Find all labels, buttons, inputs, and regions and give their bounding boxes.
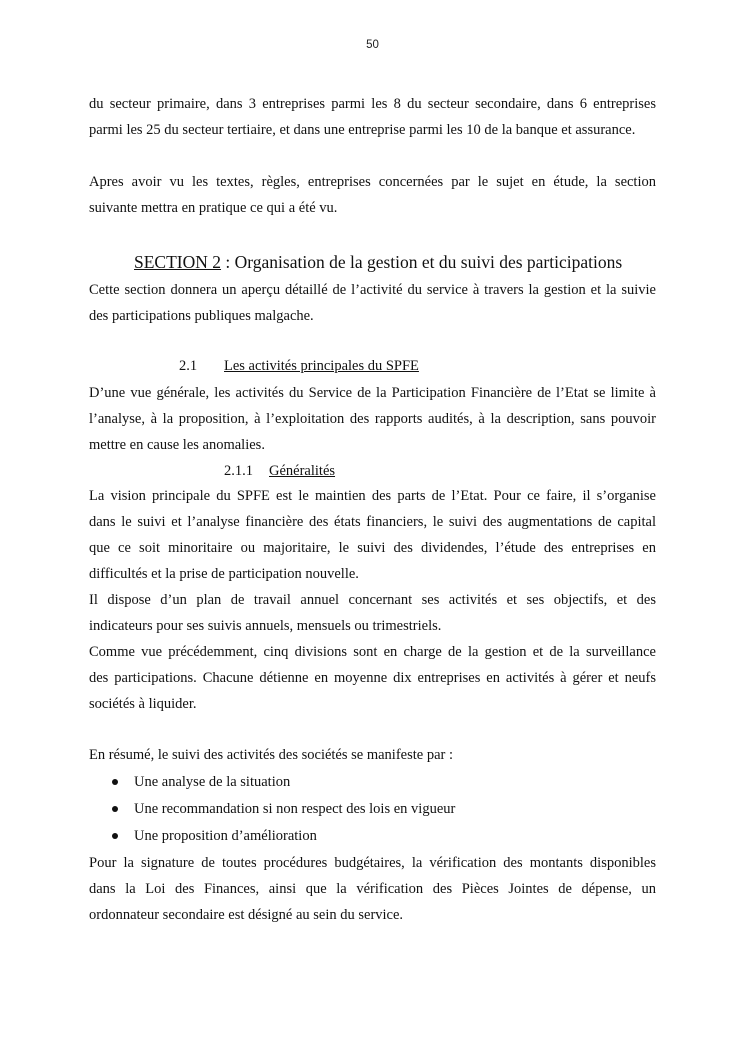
paragraph-line: que ce soit minoritaire ou majoritaire, le suivi des dividendes, l’étude des entreprises en [89,540,656,556]
section-label: SECTION 2 [134,252,222,272]
paragraph-line: dans le suivi et l’analyse financière des états financiers, le suivi des augmentations de capital [89,514,656,530]
paragraph-line: parmi les 25 du secteur tertiaire, et dans une entreprise parmi les 10 de la banque et assurance. [89,122,636,138]
paragraph-line: La vision principale du SPFE est le maintien des parts de l’Etat. Pour ce faire, il s’organise [89,488,656,504]
paragraph-line: Comme vue précédemment, cinq divisions sont en charge de la gestion et de la surveillance [89,644,656,660]
page-number: 50 [366,39,379,51]
subsection-title: Les activités principales du SPFE [224,358,419,374]
paragraph-line: l’analyse, à la proposition, à l’exploitation des rapports audités, à la description, sans pouvoir [89,411,656,427]
summary-intro: En résumé, le suivi des activités des sociétés se manifeste par : [89,747,454,763]
paragraph-line: Il dispose d’un plan de travail annuel concernant ses activités et ses objectifs, et des [89,592,656,608]
subsection-number: 2.1.1 [224,463,253,479]
paragraph-line: D’une vue générale, les activités du Service de la Participation Financière de l’Etat se limite à [89,385,656,401]
paragraph-line: des participations publiques malgache. [89,308,314,324]
section-title: : Organisation de la gestion et du suivi des participations [221,252,623,272]
bullet-icon [112,779,118,785]
bullet-icon [112,833,118,839]
paragraph-line: mettre en cause les anomalies. [89,437,265,453]
paragraph-line: suivante mettra en pratique ce qui a été vu. [89,200,338,216]
paragraph-line: sociétés à liquider. [89,696,197,712]
paragraph-line: indicateurs pour ses suivis annuels, mensuels ou trimestriels. [89,618,442,634]
list-item: Une proposition d’amélioration [134,828,317,844]
paragraph-line: du secteur primaire, dans 3 entreprises parmi les 8 du secteur secondaire, dans 6 entreprises [89,96,656,112]
list-item: Une analyse de la situation [134,774,291,790]
paragraph-line: des participations. Chacune détienne en moyenne dix entreprises en activités à gérer et neufs [89,670,656,686]
paragraph-line: ordonnateur secondaire est désigné au sein du service. [89,907,404,923]
bullet-icon [112,806,118,812]
paragraph-line: Cette section donnera un aperçu détaillé de l’activité du service à travers la gestion et la suivie [89,282,656,298]
subsection-title: Généralités [269,463,336,479]
paragraph-line: Apres avoir vu les textes, règles, entreprises concernées par le sujet en étude, la section [89,174,656,190]
section-heading [134,251,622,273]
list-item: Une recommandation si non respect des lois en vigueur [134,801,456,817]
paragraph-line: difficultés et la prise de participation nouvelle. [89,566,359,582]
subsection-number: 2.1 [179,358,198,374]
paragraph-line: dans la Loi des Finances, ainsi que la vérification des Pièces Jointes de dépense, un [89,881,656,897]
paragraph-line: Pour la signature de toutes procédures budgétaires, la vérification des montants disponibles [89,855,656,871]
